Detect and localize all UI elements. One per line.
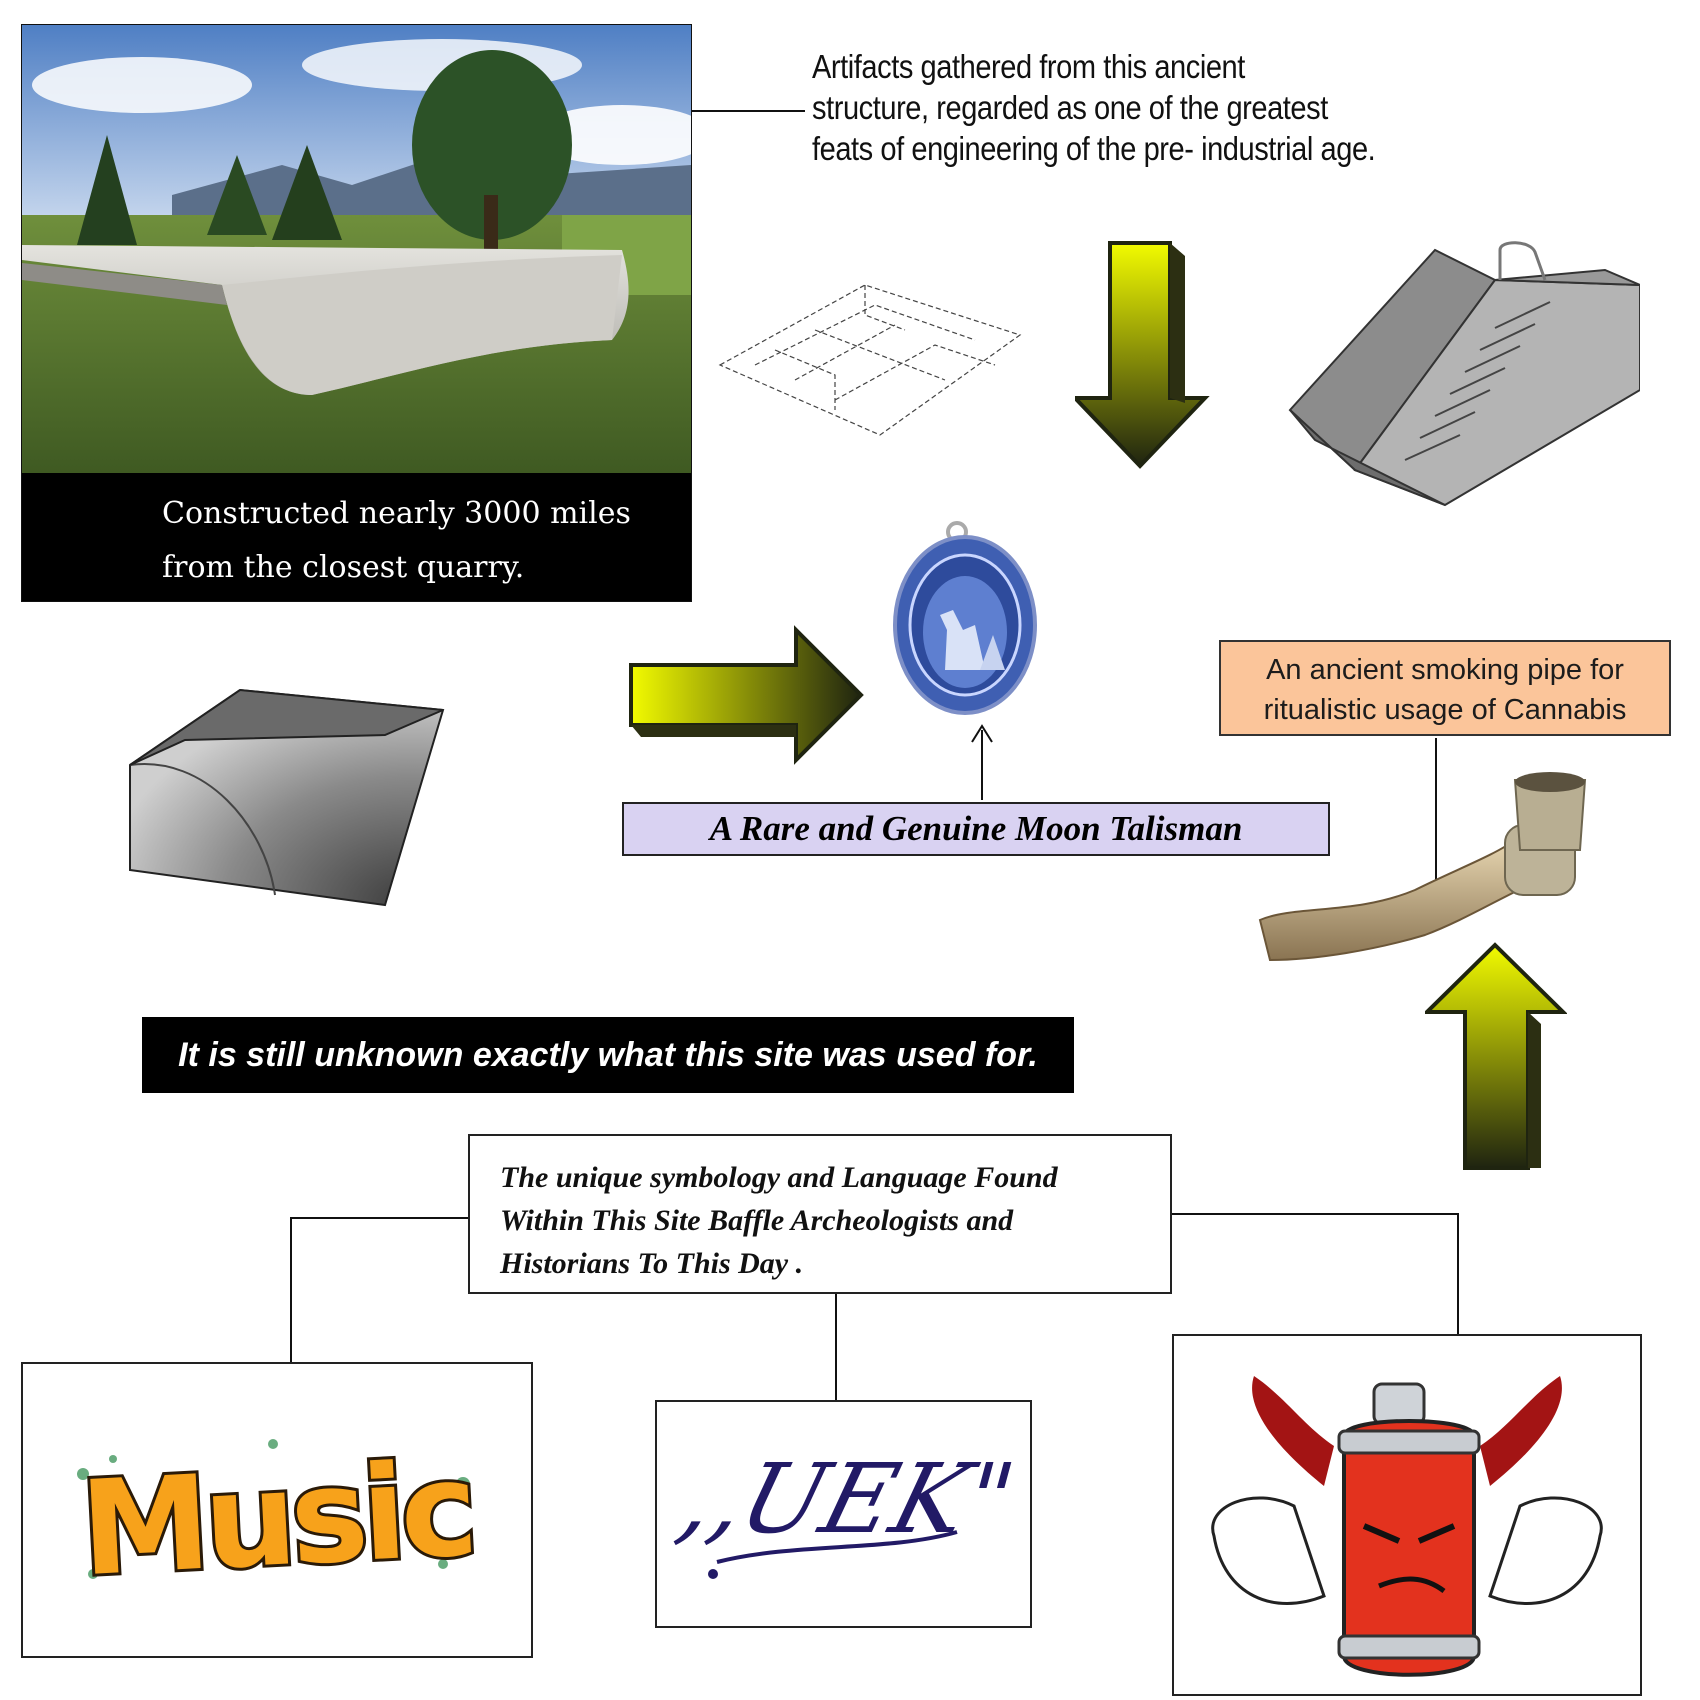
photo-caption: Constructed nearly 3000 miles from the closest quarry. bbox=[162, 496, 631, 585]
skatepark-photo-panel bbox=[21, 24, 692, 602]
artifacts-caption: Artifacts gathered from this ancient structure, regarded as one of the greatest feats of engineering of the pre- industrial age. bbox=[812, 48, 1376, 167]
tag-graffiti-word: ,,UEK" bbox=[667, 1443, 1026, 1556]
moon-talisman bbox=[885, 520, 1045, 720]
pipe-label: An ancient smoking pipe for ritualistic usage of Cannabis bbox=[1219, 640, 1671, 736]
tag-graffiti-box bbox=[655, 1400, 1032, 1628]
right-arrow bbox=[626, 625, 866, 765]
talisman-label: A Rare and Genuine Moon Talisman bbox=[622, 802, 1330, 856]
music-graffiti-word: Music bbox=[77, 1432, 476, 1606]
blueprint-sketch bbox=[715, 270, 1025, 450]
skatepark-photo bbox=[22, 25, 691, 473]
music-graffiti bbox=[23, 1364, 531, 1656]
quarter-pipe-model bbox=[125, 685, 445, 910]
up-arrow bbox=[1425, 940, 1567, 1172]
ramp-model bbox=[1285, 240, 1640, 510]
symbology-caption: The unique symbology and Language Found Within This Site Baffle Archeologists and Historians To This Day . bbox=[468, 1134, 1172, 1294]
down-arrow bbox=[1075, 238, 1215, 470]
music-graffiti-box bbox=[21, 1362, 533, 1658]
unknown-purpose-banner: It is still unknown exactly what this site was used for. bbox=[142, 1017, 1074, 1093]
tag-graffiti bbox=[657, 1402, 1030, 1626]
spray-can-graffiti-box bbox=[1172, 1334, 1642, 1696]
spray-can-graffiti bbox=[1174, 1336, 1640, 1694]
